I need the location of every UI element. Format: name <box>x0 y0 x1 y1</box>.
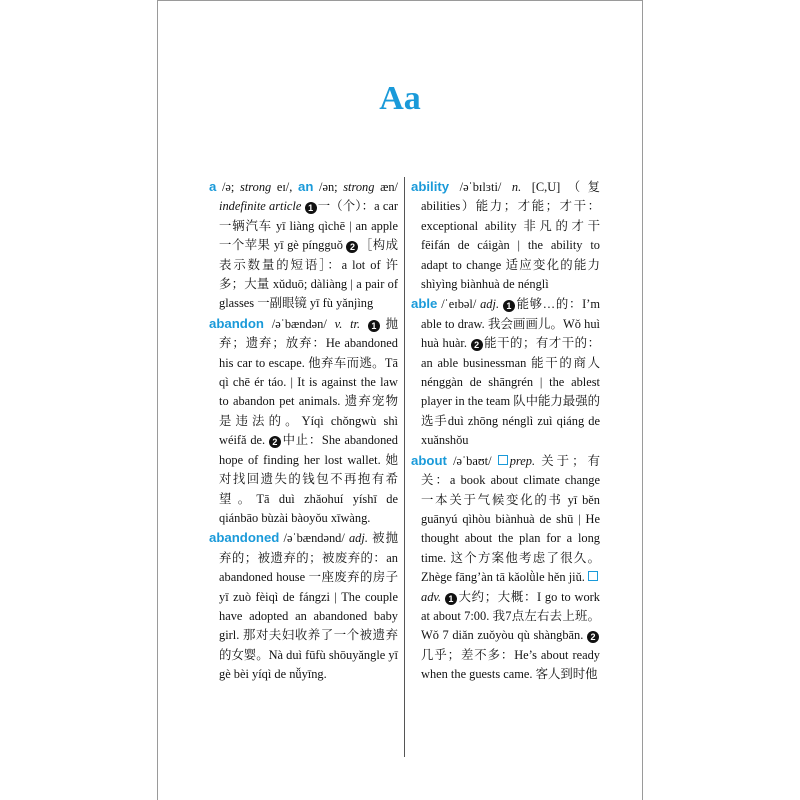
headword: an <box>297 179 314 194</box>
entry-text: 能干的；有才干的：an able businessman 能干的商人 nénggàn de shāngrén | the ablest player in the team 队中能力最强的选手duì zhōng nénglì zuì qiáng de xuǎnshǒu <box>421 336 601 448</box>
headword: a <box>209 179 217 194</box>
section-letter: Aa <box>379 80 421 117</box>
square-icon <box>588 571 598 581</box>
sense-number: 2 <box>587 631 599 643</box>
entry-text: 能够…的：I’m able to draw. 我会画画儿。Wǒ huì huà huàr. <box>421 297 600 351</box>
part-of-speech: strong <box>240 180 272 194</box>
right-column <box>411 177 600 685</box>
square-icon <box>498 455 508 465</box>
part-of-speech: n. <box>511 180 522 194</box>
entry-abandon <box>209 314 398 528</box>
dictionary-page <box>157 0 643 800</box>
entry-text: /ən; <box>313 180 344 194</box>
part-of-speech: strong <box>343 180 375 194</box>
entry-text: 中止：She abandoned hope of finding her lost wallet. 她对找回遗失的钱包不再抱有希望。Tā duì zhǎohuí yíshī de qiánbāo bùzài bàoyǒu xīwàng. <box>219 433 398 525</box>
sense-number: 1 <box>445 593 457 605</box>
entry-text: [C,U]（复 abilities）能力；才能；才干：exceptional ability 非凡的才干 fēifán de cáigàn | the ability to adapt to change 适应变化的能力 shìyìng biànhuà de nénglì <box>421 180 600 292</box>
part-of-speech: indefinite article <box>219 199 302 214</box>
headword: abandon <box>209 315 264 331</box>
entry-text: 抛弃；遗弃；放弃：He abandoned his car to escape. 他弃车而逃。Tā qì chē ér táo. | It is against the law to abandon pet animals. 遗弃宠物是违法的。Yíqì chǒngwù shì wéifǎ de. <box>219 316 398 448</box>
entry-text: ［构成表示数量的短语］：a lot of 许多；大量 xǔduō; dàliàng | a pair of glasses 一副眼镜 yī fù yǎnjìng <box>219 238 398 311</box>
entry-text: æn/ <box>374 180 398 194</box>
entry-a <box>209 177 398 314</box>
entry-text: 一（个）：a car 一辆汽车 yī liàng qìchē | an apple 一个苹果 yī gè píngguǒ <box>219 199 398 253</box>
sense-number: 1 <box>368 320 380 332</box>
entry-abandoned <box>209 528 398 684</box>
headword: ability <box>411 179 450 194</box>
part-of-speech: adv. <box>421 589 442 604</box>
left-column <box>209 177 398 685</box>
part-of-speech: v. tr. <box>334 316 361 331</box>
entry-text: /əˈbaʊt/ <box>446 453 498 468</box>
sense-number: 2 <box>346 241 358 253</box>
headword: abandoned <box>209 530 280 546</box>
entry-text: /əˈbændən/ <box>263 316 335 331</box>
part-of-speech: adj. <box>480 297 500 312</box>
headword: able <box>411 296 438 312</box>
entry-text: /ə; <box>216 180 240 194</box>
sense-number: 1 <box>503 300 515 312</box>
entry-text <box>360 317 368 331</box>
part-of-speech: adj. <box>348 531 368 546</box>
entry-text: /əˈbændənd/ <box>279 531 349 546</box>
entry-ability <box>411 177 600 294</box>
sense-number: 1 <box>305 202 317 214</box>
entry-text: eɪ/, <box>271 180 298 194</box>
entry-text: /ˈeɪbəl/ <box>437 297 481 312</box>
entry-able <box>411 294 600 450</box>
entry-text: 大约；大概：I go to work at about 7:00. 我7点左右去上班。Wǒ 7 diǎn zuǒyòu qù shàngbān. <box>421 589 600 643</box>
sense-number: 2 <box>269 436 281 448</box>
entry-text: 被抛弃的；被遗弃的；被废弃的：an abandoned house 一座废弃的房子 yī zuò fèiqì de fángzi | The couple have adopted an abandoned baby girl. 那对夫妇收养了一个被遗弃的女婴。Nà duì fūfù shōuyǎngle yī gè bèi yíqì de nǚyīng. <box>219 531 398 682</box>
part-of-speech: prep. <box>509 453 536 468</box>
entry-text: 关于；有关：a book about climate change 一本关于气候变化的书 yī běn guānyú qìhòu biànhuà de shū | He thought about the plan for a long time. 这个方案他考虑了很久。Zhège fāng’àn tā kǎolǜle hěn jiǔ. <box>421 453 600 585</box>
sense-number: 2 <box>471 339 483 351</box>
headword: about <box>411 452 447 468</box>
column-divider <box>404 177 405 757</box>
entry-about <box>411 451 600 685</box>
entry-text: /əˈbɪlɜti/ <box>449 180 512 194</box>
entry-text: 几乎；差不多：He’s about ready when the guests came. 客人到时他 <box>421 647 600 682</box>
